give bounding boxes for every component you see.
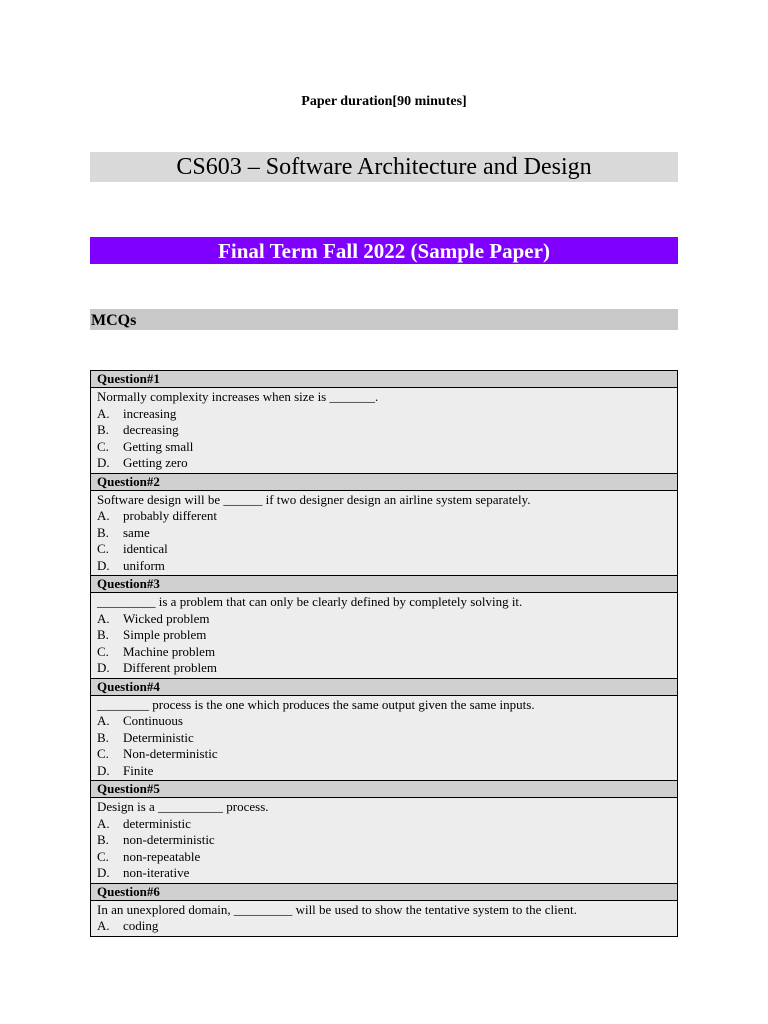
question-text: Normally complexity increases when size is _______. [97,389,379,404]
option-text: Getting zero [123,455,188,470]
question-body [91,490,678,576]
option-text: decreasing [123,422,179,437]
question-body [91,695,678,781]
option-letter: A. [97,405,110,421]
option-text: non-deterministic [123,832,215,847]
option-text: increasing [123,405,177,421]
option-text: Wicked problem [123,610,210,626]
question-label: Question#6 [91,883,678,900]
answer-option [97,439,671,456]
question-body [91,388,678,474]
option-text: Simple problem [123,627,207,642]
question-body-row [91,388,678,474]
option-text: Continuous [123,713,183,728]
option-text: Finite [123,762,154,778]
option-letter: A. [97,508,110,523]
question-label: Question#5 [91,781,678,798]
question-text: In an unexplored domain, _________ will be used to show the tentative system to the client. [97,901,577,917]
option-text: Getting small [123,438,194,454]
question-label: Question#2 [91,473,678,490]
option-letter: C. [97,643,109,659]
option-letter: B. [97,524,109,540]
option-text: non-iterative [123,865,190,880]
answer-option [97,455,671,472]
question-body-row [91,695,678,781]
answer-option [97,406,671,423]
question-text: Software design will be ______ if two designer design an airline system separately. [97,491,531,507]
answer-option [97,713,671,730]
question-body [91,798,678,884]
question-header-row [91,473,678,490]
option-letter: C. [97,746,109,761]
option-text: Machine problem [123,643,216,659]
paper-duration: Paper duration[90 minutes] [301,94,467,109]
answer-option [97,525,671,542]
answer-option [97,611,671,628]
answer-option [97,541,671,558]
option-letter: A. [97,610,110,626]
answer-option [97,746,671,763]
option-text: deterministic [123,815,191,831]
answer-option [97,763,671,780]
section-heading-mcqs [90,309,678,330]
option-text: coding [123,918,159,933]
exam-term-title: Final Term Fall 2022 (Sample Paper) [90,237,678,264]
option-text: uniform [123,557,165,573]
course-title: CS603 – Software Architecture and Design [90,152,678,182]
option-letter: A. [97,815,110,831]
option-letter: B. [97,729,109,745]
answer-option [97,508,671,525]
section-title: MCQs [91,312,137,329]
option-text: Different problem [123,660,217,675]
question-header-row [91,781,678,798]
question-header-row [91,371,678,388]
option-letter: D. [97,455,110,470]
answer-option [97,644,671,661]
question-label: Question#3 [91,576,678,593]
option-letter: D. [97,762,110,778]
question-body-row [91,490,678,576]
question-text: _________ is a problem that can only be clearly defined by completely solving it. [97,594,523,609]
option-text: probably different [123,508,217,523]
answer-option [97,816,671,833]
option-letter: D. [97,660,110,675]
answer-option [97,865,671,882]
question-label: Question#1 [91,371,678,388]
question-header-row [91,576,678,593]
option-letter: D. [97,865,110,880]
option-letter: A. [97,918,110,933]
answer-option [97,422,671,439]
answer-option [97,849,671,866]
question-label: Question#4 [91,678,678,695]
option-letter: C. [97,848,109,864]
question-text: Design is a __________ process. [97,799,269,814]
option-text: Non-deterministic [123,746,218,761]
answer-option [97,832,671,849]
option-letter: B. [97,627,109,642]
question-body-row [91,798,678,884]
answer-option [97,918,671,935]
option-letter: B. [97,422,109,437]
answer-option [97,558,671,575]
option-letter: C. [97,541,109,556]
option-text: non-repeatable [123,848,201,864]
answer-option [97,627,671,644]
option-letter: B. [97,832,109,847]
answer-option [97,660,671,677]
question-body [91,593,678,679]
question-body-row [91,593,678,679]
question-header-row [91,883,678,900]
question-body [91,900,678,936]
option-text: identical [123,541,168,556]
questions-table [90,370,678,937]
option-letter: D. [97,557,110,573]
question-body-row [91,900,678,936]
question-header-row [91,678,678,695]
option-letter: C. [97,438,109,454]
answer-option [97,730,671,747]
option-letter: A. [97,713,110,728]
option-text: Deterministic [123,729,194,745]
option-text: same [123,524,150,540]
question-text: ________ process is the one which produces the same output given the same inputs. [97,696,535,712]
